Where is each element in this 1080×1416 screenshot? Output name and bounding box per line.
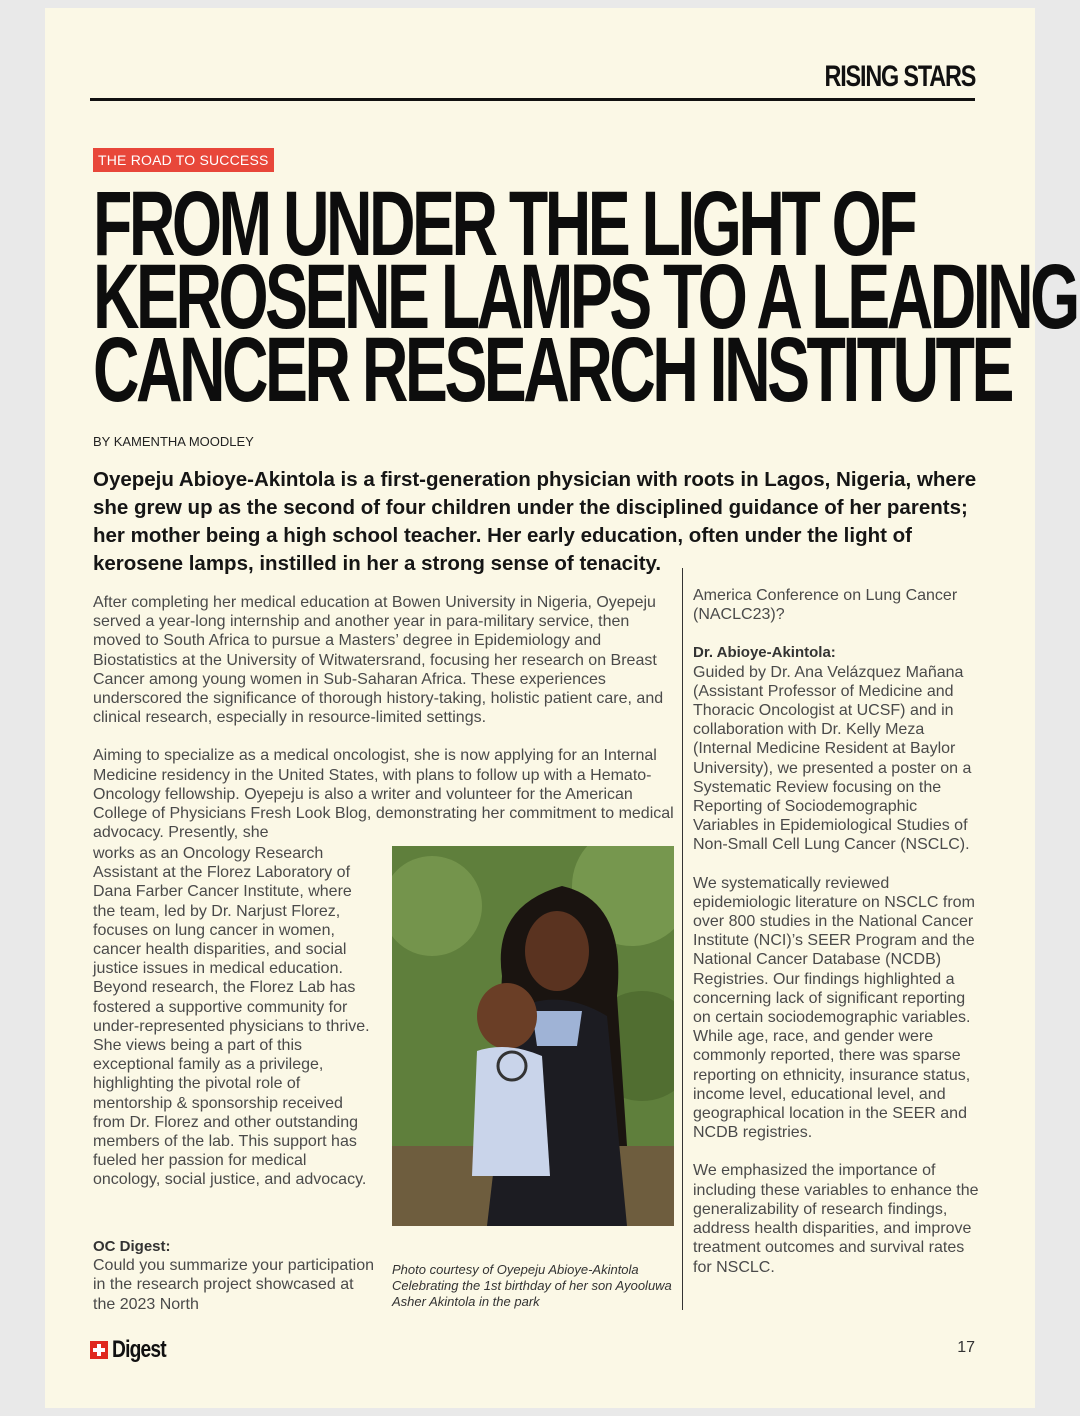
photo-illustration bbox=[392, 846, 674, 1226]
magazine-page bbox=[45, 8, 1077, 1408]
byline: BY KAMENTHA MOODLEY bbox=[93, 434, 254, 449]
question-label: OC Digest: bbox=[93, 1238, 171, 1255]
question-text: Could you summarize your participation in the research project showcased at the 2023 North bbox=[93, 1257, 375, 1313]
paragraph: After completing her medical education at Bowen University in Nigeria, Oyepeju served a year-long internship and another year in para-military service, then moved to South Africa to pursue a Masters’ degree in Epidemiology and Biostatistics at the University of Witwatersrand, focusing her research on Breast Cancer among young women in Sub-Saharan Africa. These experiences underscored the significance of thorough history-taking, holistic patient care, and clinical research, especially in resource-limited settings. bbox=[93, 594, 664, 727]
page-number: 17 bbox=[957, 1339, 975, 1356]
header-rule bbox=[90, 98, 975, 101]
paragraph: Aiming to specialize as a medical oncologist, she is now applying for an Internal Medicine residency in the United States, with plans to follow up with a Hemato-Oncology fellowship. Oyepeju is also a writer and volunteer for the American College of Physicians Fresh Look Blog, demonstrating her commitment to medical advocacy. Presently, she bbox=[93, 747, 674, 842]
logo-text: Digest bbox=[112, 1336, 166, 1363]
section-label: RISING STARS bbox=[824, 60, 975, 93]
headline-line-3: CANCER RESEARCH INSTITUTE bbox=[93, 319, 1011, 421]
paragraph: works as an Oncology Research Assistant at the Florez Laboratory of Dana Farber Cancer Institute, where the team, led by Dr. Narjust Florez, focuses on lung cancer in women, cancer health disparities, and social justice issues in medical education. Beyond research, the Florez Lab has fostered a supportive community for under-represented physicians to thrive. She views being a part of this exceptional family as a privilege, highlighting the pivotal role of mentorship & sponsorship received from Dr. Florez and other outstanding members of the lab. This support has fueled her passion for medical oncology, social justice, and advocacy. bbox=[93, 845, 370, 1189]
right-column bbox=[693, 586, 983, 1296]
left-column-top bbox=[93, 593, 678, 861]
headline-line-2: KEROSENE LAMPS TO A LEADING bbox=[93, 246, 1077, 348]
answer-label: Dr. Abioye-Akintola: bbox=[693, 644, 836, 662]
paragraph: We systematically reviewed epidemiologic literature on NSCLC from over 800 studies in the National Cancer Institute (NCI)’s SEER Program and the National Cancer Database (NCDB) Registries. Our findings highlighted a concerning lack of significant reporting on certain sociodemographic variables. While age, race, and gender were commonly reported, there was sparse reporting on ethnicity, insurance status, income level, educational level, and geographical location in the SEER and NCDB registries. bbox=[693, 874, 975, 1142]
headline bbox=[93, 173, 1077, 421]
question-block bbox=[93, 1237, 378, 1314]
portrait-photo bbox=[392, 846, 674, 1226]
lede-paragraph: Oyepeju Abioye-Akintola is a first-generation physician with roots in Lagos, Nigeria, where she grew up as the second of four children under the disciplined guidance of her parents; her mother being a high school teacher. Her early education, often under the light of kerosene lamps, instilled in her a strong sense of tenacity. bbox=[93, 468, 977, 575]
paragraph: Guided by Dr. Ana Velázquez Mañana (Assistant Professor of Medicine and Thoracic Oncologist at UCSF) and in collaboration with Dr. Kelly Meza (Internal Medicine Resident at Baylor University), we presented a poster on a Systematic Review focusing on the Reporting of Sociodemographic Variables in Epidemiological Studies of Non-Small Cell Lung Cancer (NSCLC). bbox=[693, 663, 972, 854]
headline-line-1: FROM UNDER THE LIGHT OF bbox=[93, 173, 915, 275]
left-column-narrow bbox=[93, 844, 378, 1190]
swiss-cross-icon bbox=[90, 1341, 108, 1359]
question-continuation: America Conference on Lung Cancer (NACLC23)? bbox=[693, 587, 958, 624]
photo-caption: Photo courtesy of Oyepeju Abioye-Akintola Celebrating the 1st birthday of her son Ayooluwa Asher Akintola in the park bbox=[392, 1262, 672, 1309]
category-tag: THE ROAD TO SUCCESS bbox=[93, 148, 274, 172]
paragraph: We emphasized the importance of including these variables to enhance the generalizability of research findings, address health disparities, and improve treatment outcomes and survival rates for NSCLC. bbox=[693, 1162, 979, 1276]
publication-logo bbox=[90, 1336, 179, 1364]
column-divider bbox=[682, 568, 683, 1310]
